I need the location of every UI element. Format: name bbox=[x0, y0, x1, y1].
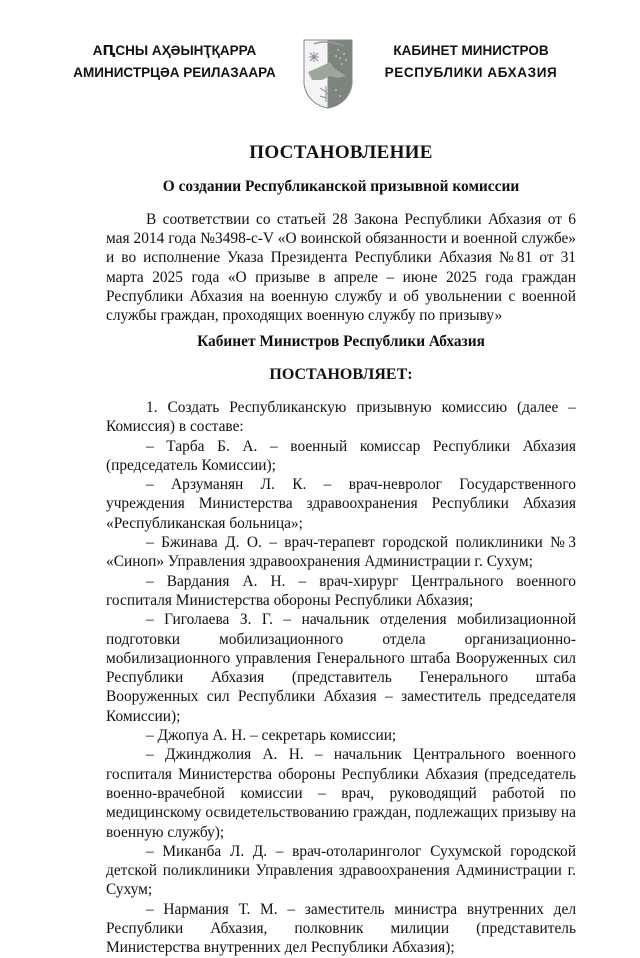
member-dzhopua: – Джопуа А. Н. – секретарь комиссии; bbox=[146, 727, 397, 745]
header-abkhaz-line-1: АԤСНЫ АҲӘЫНҬҚАРРА bbox=[92, 43, 257, 58]
header-abkhaz-title bbox=[62, 40, 287, 84]
document-subtitle: О создании Республиканской призывной комиссии bbox=[162, 178, 520, 195]
document-title: ПОСТАНОВЛЕНИЕ bbox=[249, 142, 433, 163]
member-tarba: – Тарба Б. А. – военный комиссар Республики Абхазия (председатель Комиссии); bbox=[106, 437, 576, 474]
issuer-heading: Кабинет Министров Республики Абхазия bbox=[197, 333, 485, 350]
member-vardania: – Вардания А. Н. – врач-хирург Центрального военного госпиталя Министерства обороны Республики Абхазия; bbox=[106, 572, 576, 609]
header-abkhaz-line-2: АМИНИСТРЦӘА РЕИЛАЗААРА bbox=[73, 65, 276, 80]
header-russian-title bbox=[365, 40, 577, 84]
preamble-paragraph: В соответствии со статьей 28 Закона Республики Абхазия от 6 мая 2014 года №3498-с-V «О воинской обязанности и военной службе» и во исполнение Указа Президента Республики Абхазия №81 от 31 марта 2025 года «О призыве в апреле – июне 2025 года граждан Республики Абхазия на военную службу и об увольнении с военной службы граждан, проходящих военную службу по призыву» bbox=[106, 211, 576, 325]
member-dzhindzholia: – Джинджолия А. Н. – начальник Центрального военного госпиталя Министерства обороны Республики Абхазия (председатель военно-врачебной комиссии – врач, руководящий работой по медицинскому освидетельствованию граждан, подлежащих призыву на военную службу); bbox=[106, 746, 576, 841]
coat-of-arms-icon bbox=[300, 36, 356, 112]
item-1-create-commission: 1. Создать Республиканскую призывную комиссию (далее – Комиссия) в составе: bbox=[106, 399, 576, 436]
member-narmania: – Нармания Т. М. – заместитель министра внутренних дел Республики Абхазия, полковник милиции (представитель Министерства внутренних дел Республики Абхазия); bbox=[106, 900, 576, 957]
resolves-heading: ПОСТАНОВЛЯЕТ: bbox=[269, 366, 413, 383]
resolution-body bbox=[106, 398, 576, 958]
member-mikanba: – Миканба Л. Д. – врач-отоларинголог Сухумской городской детской поликлиники Управления здравоохранения Администрации г. Сухум; bbox=[106, 842, 576, 899]
header-russian-line-2: РЕСПУБЛИКИ АБХАЗИЯ bbox=[384, 65, 558, 80]
header-russian-line-1: КАБИНЕТ МИНИСТРОВ bbox=[393, 43, 549, 58]
member-bzhinava: – Бжинава Д. О. – врач-терапевт городской поликлиники №3 «Синоп» Управления здравоохранения Администрации г. Сухум; bbox=[106, 534, 576, 571]
member-arzumanyan: – Арзуманян Л. К. – врач-невролог Государственного учреждения Министерства здравоохранения Республики Абхазия «Республиканская больница»; bbox=[106, 476, 576, 532]
member-gigolaeva: – Гиголаева З. Г. – начальник отделения мобилизационной подготовки мобилизационного отдела организационно-мобилизационного управления Генерального штаба Вооруженных сил Республики Абхазия (представитель Генерального штаба Вооруженных сил Республики Абхазия – заместитель председателя Комиссии); bbox=[106, 611, 576, 725]
emblem-star-left bbox=[309, 52, 319, 62]
